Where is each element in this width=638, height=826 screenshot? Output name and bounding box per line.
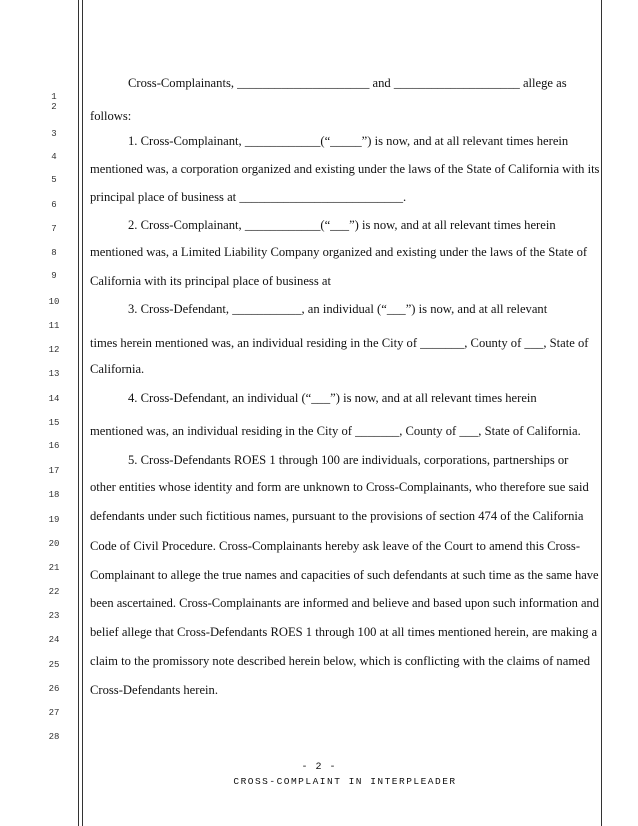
line-number: 21	[48, 563, 60, 573]
text-line: claim to the promissory note described herein below, which is conflicting with the claims of named	[90, 654, 591, 668]
text-line: California.	[90, 362, 145, 376]
text-line: mentioned was, an individual residing in the City of _______, County of ___, State of California.	[90, 424, 581, 438]
text-line: mentioned was, a Limited Liability Company organized and existing under the laws of the State of	[90, 245, 588, 259]
text-line: Code of Civil Procedure. Cross-Complainants hereby ask leave of the Court to amend this Cross-	[90, 539, 581, 553]
text-line: 3. Cross-Defendant, ___________, an individual (“___”) is now, and at all relevant	[128, 302, 548, 316]
line-number: 9	[51, 271, 57, 281]
line-number: 3	[51, 129, 57, 139]
text-line: Cross-Complainants, _____________________ and ____________________ allege as	[128, 76, 567, 90]
line-number: 6	[51, 200, 57, 210]
line-number: 25	[48, 660, 60, 670]
right-margin-rule	[601, 0, 602, 826]
text-line: 2. Cross-Complainant, ____________(“___”) is now, and at all relevant times herein	[128, 218, 556, 232]
text-line: California with its principal place of business at	[90, 274, 331, 288]
line-number: 19	[48, 515, 60, 525]
page-number: - 2 -	[301, 762, 337, 773]
line-number: 23	[48, 611, 60, 621]
left-margin-rule-2	[82, 0, 83, 826]
text-line: defendants under such fictitious names, pursuant to the provisions of section 474 of the California	[90, 509, 584, 523]
line-number: 2	[51, 102, 57, 112]
line-number: 8	[51, 248, 57, 258]
line-number: 11	[48, 321, 60, 331]
line-number: 13	[48, 369, 60, 379]
line-number: 28	[48, 732, 60, 742]
line-number: 22	[48, 587, 60, 597]
text-line: belief allege that Cross-Defendants ROES 1 through 100 at all times mentioned herein, are making a	[90, 625, 598, 639]
line-number: 17	[48, 466, 60, 476]
line-number: 18	[48, 490, 60, 500]
text-line: Cross-Defendants herein.	[90, 683, 218, 697]
text-line: been ascertained. Cross-Complainants are informed and believe and based upon such information and	[90, 596, 600, 610]
line-number: 14	[48, 394, 60, 404]
line-number: 4	[51, 152, 57, 162]
line-number: 16	[48, 441, 60, 451]
line-number: 5	[51, 175, 57, 185]
line-number: 12	[48, 345, 60, 355]
line-number: 15	[48, 418, 60, 428]
text-line: 5. Cross-Defendants ROES 1 through 100 are individuals, corporations, partnerships or	[128, 453, 569, 467]
line-number: 7	[51, 224, 57, 234]
line-number: 10	[48, 297, 60, 307]
text-line: 4. Cross-Defendant, an individual (“___”) is now, and at all relevant times herein	[128, 391, 537, 405]
line-number: 26	[48, 684, 60, 694]
text-line: principal place of business at __________________________.	[90, 190, 407, 204]
text-line: times herein mentioned was, an individual residing in the City of _______, County of ___, State of	[90, 336, 589, 350]
line-number: 20	[48, 539, 60, 549]
line-number: 27	[48, 708, 60, 718]
text-line: Complainant to allege the true names and capacities of such defendants at such time as the same have	[90, 568, 599, 582]
text-line: follows:	[90, 109, 132, 123]
text-line: 1. Cross-Complainant, ____________(“_____”) is now, and at all relevant times herein	[128, 134, 569, 148]
text-line: other entities whose identity and form are unknown to Cross-Complainants, who therefore sue said	[90, 480, 589, 494]
document-title-footer: CROSS-COMPLAINT IN INTERPLEADER	[233, 776, 457, 787]
text-line: mentioned was, a corporation organized and existing under the laws of the State of California with its	[90, 162, 600, 176]
line-number: 1	[51, 92, 57, 102]
left-margin-rule-1	[78, 0, 79, 826]
line-number: 24	[48, 635, 60, 645]
